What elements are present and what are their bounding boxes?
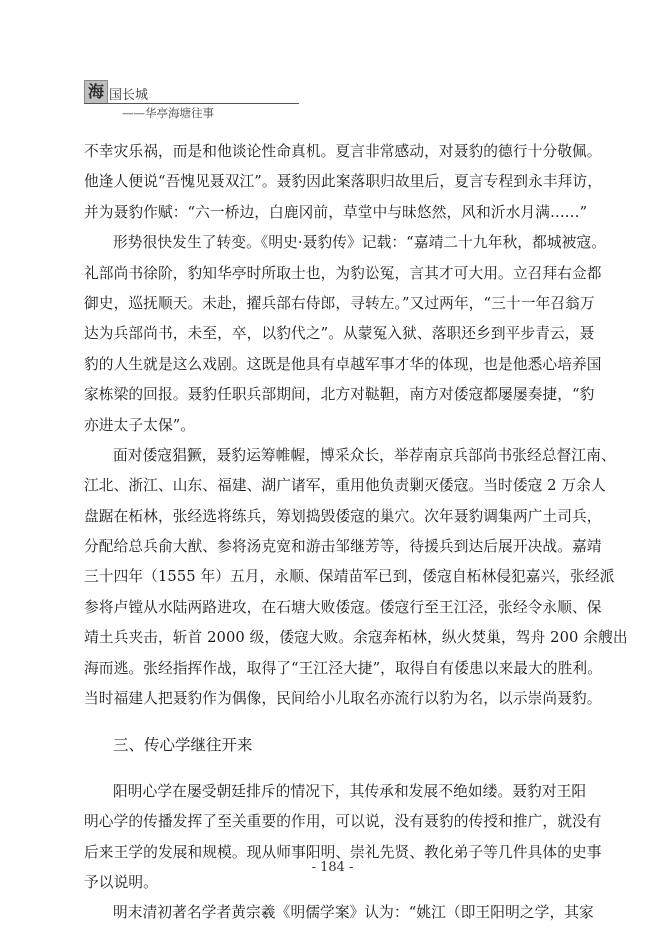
- page-body: [84, 137, 628, 929]
- series-title: 国长城: [109, 88, 149, 103]
- text-line: 面对倭寇猖獗，聂豹运筹帷幄，博采众长，举荐南京兵部尚书张经总督江南、: [113, 446, 616, 464]
- spacer: [84, 714, 584, 730]
- text-line: 形势很快发生了转变。《明史·聂豹传》记载：“嘉靖二十九年秋，都城被寇。: [113, 234, 607, 252]
- text-line: 达为兵部尚书，未至，卒，以豹代之”。从蒙冤入狱、落职还乡到平步青云，聂: [84, 325, 595, 343]
- text-line: 并为聂豹作赋：“六一桥边，白鹿冈前，草堂中与昧悠然，风和沂水月满……”: [84, 203, 588, 221]
- text-line: 参将卢镗从水陆两路进攻，在石塘大败倭寇。倭寇行至王江泾，张经令永顺、保: [84, 598, 602, 616]
- header-divider: [84, 103, 299, 104]
- text-line: 江北、浙江、山东、福建、湖广诸军，重用他负责剿灭倭寇。当时倭寇 2 万余人: [84, 477, 606, 495]
- text-line: 亦进太子太保”。: [84, 416, 196, 434]
- text-line: 海而逃。张经指挥作战，取得了“王江泾大捷”，取得自有倭患以来最大的胜利。: [84, 659, 602, 677]
- text-line: 明末清初著名学者黄宗羲《明儒学案》认为：“姚江（即王阳明之学，其家: [113, 904, 594, 922]
- text-line: 靖土兵夹击，斩首 2000 级，倭寇大败。余寇奔柘林，纵火焚巢，驾舟 200 余艘出: [84, 629, 628, 647]
- text-line: 盘踞在柘林，张经选将练兵，筹划捣毁倭寇的巢穴。次年聂豹调集两广土司兵，: [84, 507, 602, 525]
- section-paragraphs: [84, 777, 602, 929]
- text-line: 明心学的传播发挥了至关重要的作用，可以说，没有聂豹的传授和推广，就没有: [84, 813, 602, 831]
- text-line: 三十四年（1555 年）五月，永顺、保靖苗军已到，倭寇自柘林侵犯嘉兴，张经派: [84, 568, 615, 586]
- text-line: 豹的人生就是这么戏剧。这既是他具有卓越军事才华的体现，也是他悉心培养国: [84, 355, 602, 373]
- series-logo: 海: [84, 80, 108, 104]
- body-paragraphs: [84, 137, 628, 714]
- text-line: 他逢人便说“吾愧见聂双江”。聂豹因此案落职归故里后，夏言专程到永丰拜访，: [84, 173, 602, 191]
- text-line: 当时福建人把聂豹作为偶像，民间给小儿取名亦流行以豹为名，以示崇尚聂豹。: [84, 690, 602, 708]
- text-line: 后来王学的发展和规模。现从师事阳明、崇礼先贤、教化弟子等几件具体的史事: [84, 843, 602, 861]
- page-number: - 184 -: [311, 860, 354, 875]
- spacer: [84, 761, 584, 777]
- book-subtitle: ——华亭海塘往事: [122, 106, 214, 120]
- text-line: 分配给总兵俞大猷、参将汤克宽和游击邹继芳等，待援兵到达后展开决战。嘉靖: [84, 538, 602, 556]
- running-header: [84, 76, 304, 122]
- section-heading: 三、传心学继往开来: [113, 736, 253, 755]
- text-line: 家栋梁的回报。聂豹任职兵部期间，北方对鞑靼，南方对倭寇都屡屡奏捷，“豹: [84, 386, 595, 404]
- text-line: 予以说明。: [84, 873, 158, 891]
- text-line: 阳明心学在屡受朝廷排斥的情况下，其传承和发展不绝如缕。聂豹对王阳: [113, 782, 587, 800]
- text-line: 礼部尚书徐阶，豹知华亭时所取士也，为豹讼冤，言其才可大用。立召拜右佥都: [84, 264, 602, 282]
- text-line: 不幸灾乐祸，而是和他谈论性命真机。夏言非常感动，对聂豹的德行十分敬佩。: [84, 143, 602, 160]
- text-line: 御史，巡抚顺天。未赴，擢兵部右侍郎，寻转左。”又过两年，“三十一年召翁万: [84, 294, 595, 312]
